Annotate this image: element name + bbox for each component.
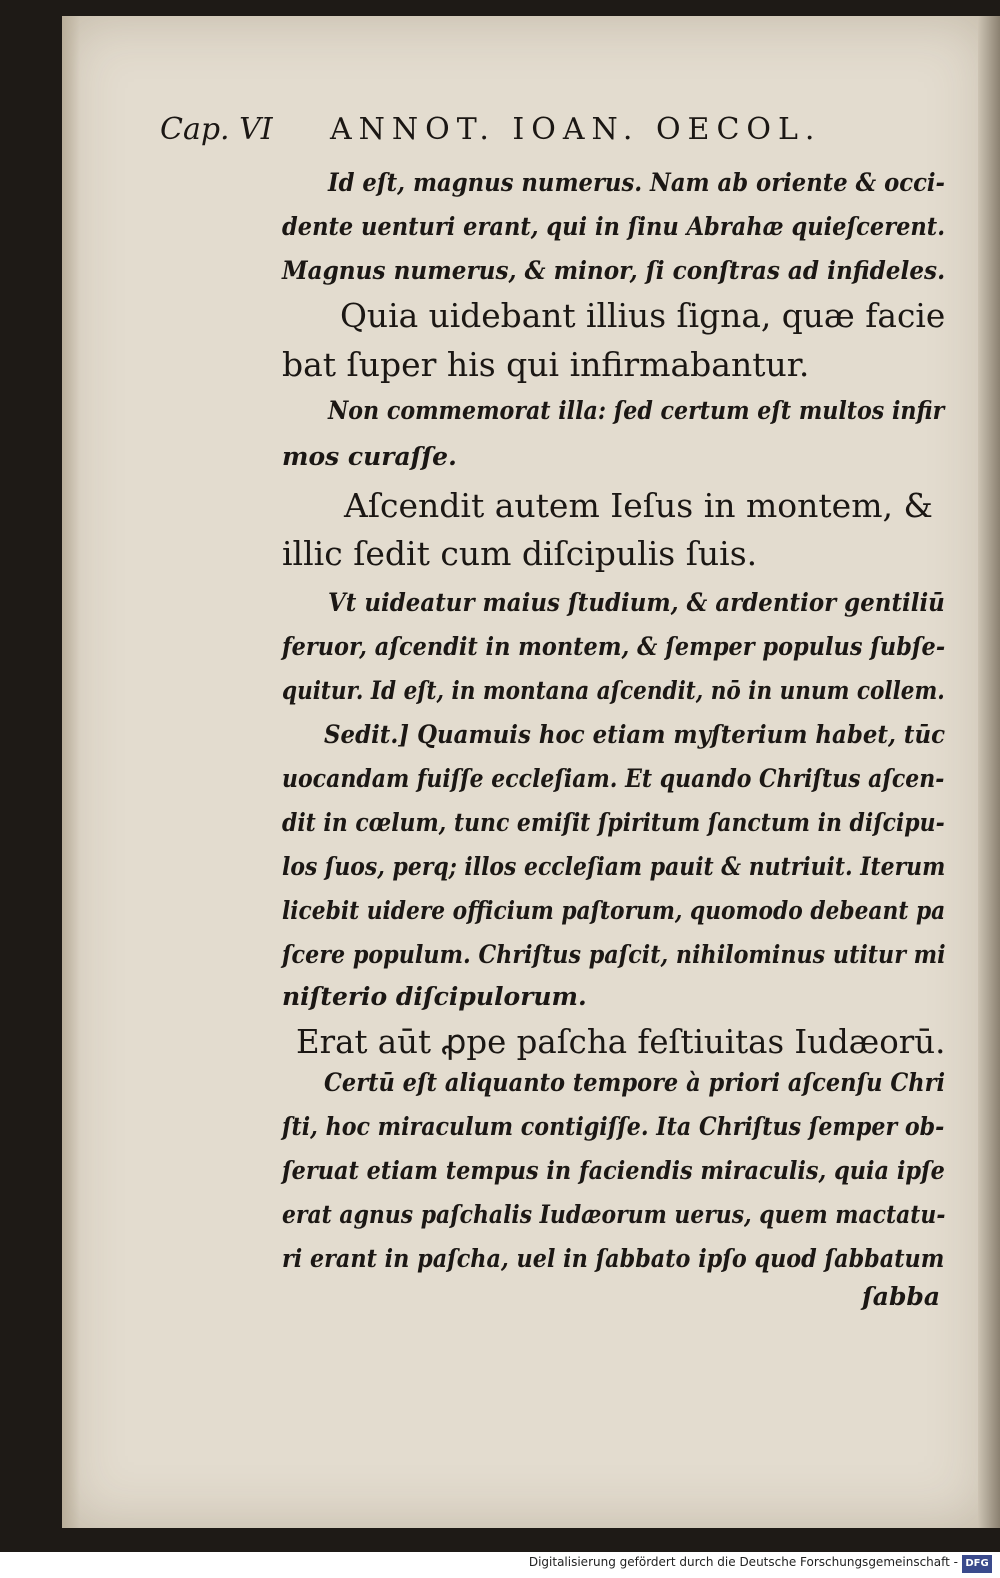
- funding-notice: Digitalisierung gefördert durch die Deutsche Forschungsgemeinschaft -: [528, 1555, 958, 1569]
- running-title: ANNOT. IOAN. OECOL.: [330, 112, 822, 147]
- page-fore-edge: [978, 16, 1000, 1528]
- text-line: quitur. Id eſt, in montana aſcendit, nō in unum collem.: [282, 676, 945, 705]
- page-gutter-shadow: [62, 16, 80, 1528]
- text-line: dente uenturi erant, qui in ſinu Abrahæ quieſcerent.: [282, 212, 946, 241]
- text-line: Vt uideatur maius ſtudium, & ardentior gentiliū: [328, 588, 945, 617]
- text-line: Id eſt, magnus numerus. Nam ab oriente & occi-: [328, 168, 945, 197]
- text-line: dit in cœlum, tunc emiſit ſpiritum ſanctum in diſcipu-: [282, 808, 945, 837]
- text-line: uocandam fuiſſe eccleſiam. Et quando Chriſtus aſcen-: [282, 764, 945, 793]
- text-line: mos curaſſe.: [282, 442, 457, 471]
- text-line: Magnus numerus, & minor, ſi conſtras ad infideles.: [282, 256, 946, 285]
- text-line: ri erant in paſcha, uel in ſabbato ipſo quod ſabbatum: [282, 1244, 945, 1273]
- catchword: ſabba: [862, 1282, 941, 1311]
- text-line: los ſuos, perq; illos eccleſiam pauit & nutriuit. Iterum: [282, 852, 946, 881]
- lemma-line: Quia uidebant illius ſigna, quæ facie: [340, 296, 946, 335]
- text-line: ſeruat etiam tempus in faciendis miraculis, quia ipſe: [282, 1156, 945, 1185]
- text-line: Sedit.] Quamuis hoc etiam myſterium habet, tūc: [324, 720, 946, 749]
- text-line: Certū eſt aliquanto tempore à priori aſcenſu Chri: [324, 1068, 946, 1097]
- lemma-line: Erat aūt ꝓpe paſcha feſtiuitas Iudæorū.: [296, 1022, 946, 1061]
- running-header: [160, 112, 860, 156]
- text-line: licebit uidere officium paſtorum, quomodo debeant pa: [282, 896, 946, 925]
- text-line: niſterio diſcipulorum.: [282, 982, 587, 1011]
- dfg-logo-icon: DFG: [962, 1555, 992, 1573]
- lemma-line: bat ſuper his qui infirmabantur.: [282, 345, 810, 384]
- text-line: ſti, hoc miraculum contigiſſe. Ita Chriſtus ſemper ob-: [282, 1112, 945, 1141]
- text-line: feruor, aſcendit in montem, & ſemper populus ſubſe-: [282, 632, 946, 661]
- footer-bar: [0, 1552, 1000, 1578]
- chapter-label: Cap. VI: [160, 112, 273, 147]
- text-line: ſcere populum. Chriſtus paſcit, nihilominus utitur mi: [282, 940, 946, 969]
- lemma-line: illic ſedit cum diſcipulis ſuis.: [282, 534, 758, 573]
- text-line: erat agnus paſchalis Iudæorum uerus, quem mactatu-: [282, 1200, 946, 1229]
- text-line: Non commemorat illa: ſed certum eſt multos infir: [328, 396, 945, 425]
- lemma-line: Aſcendit autem Ieſus in montem, &: [344, 486, 933, 525]
